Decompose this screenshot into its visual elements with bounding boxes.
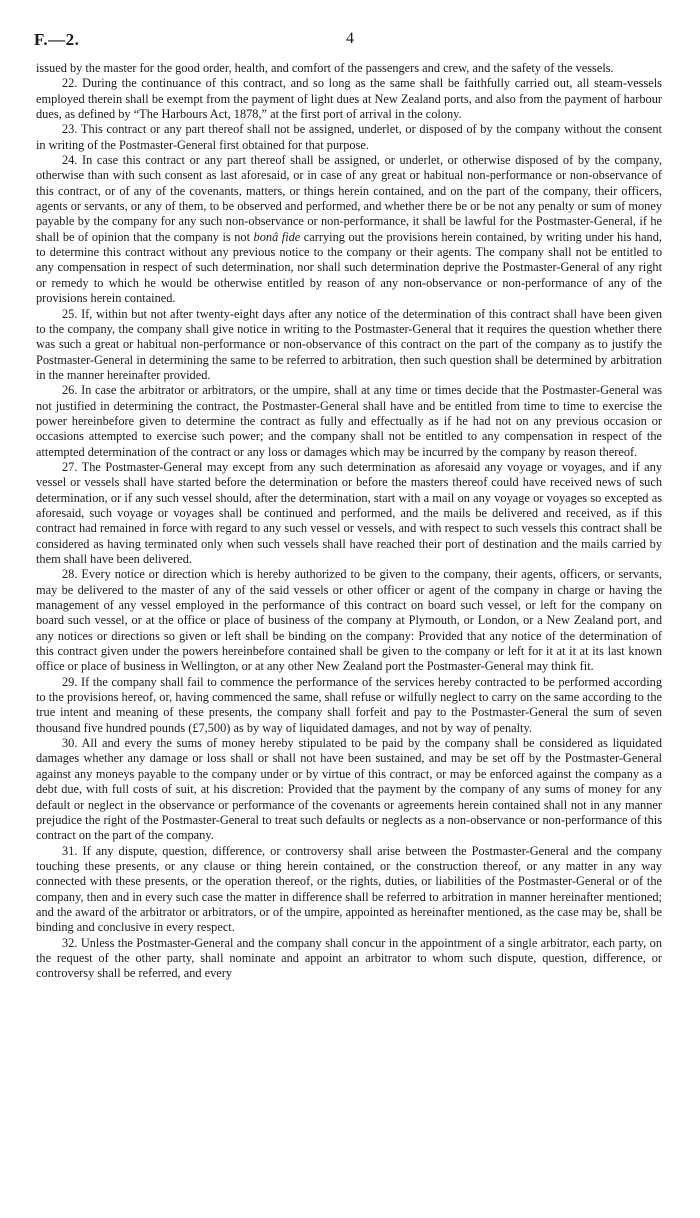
clause-28: 28. Every notice or direction which is hereby authorized to be given to the company, their agents, officers, or servants, may be delivered to the master of any of the said vessels or other officer or agent of the company in charge or having the management of any vessel employed in the performance of this contract on board such vessel, or left for the company on board such vessel, or at the office or place of business of the company at Plymouth, or London, or a New Zealand port, and any notices or directions so given or left shall be binding on the company: Provided that any notice of the determination of this contract given under the powers hereinbefore contained shall be given to the company or left for it at it at its last known office or place of business in Wellington, or at any other New Zealand port the Postmaster-General may think fit.	[36, 567, 662, 674]
clause-26: 26. In case the arbitrator or arbitrators, or the umpire, shall at any time or times decide that the Postmaster-General was not justified in determining the contract, the Postmaster-General shall have and be entitled from time to time to exercise the power hereinbefore given to determine the contract as fully and effectually as if he had not on any previous occasion or occasions attempted to exercise such power; and the company shall not be entitled to any compensation in respect of the attempted determination of the contract or any loss or damages which may be incurred by the company by reason thereof.	[36, 383, 662, 459]
clause-24-text-a: 24. In case this contract or any part thereof shall be assigned, or underlet, or otherwise disposed of by the company, otherwise than with such consent as last aforesaid, or in case of any great or habitual non-performance or non-observance of this contract, or of any of the covenants, matters, or things herein contained, and on the part of the company, their officers, agents or servants, or any of them, to be observed and performed, and whether there be or be not any penalty or sum of money payable by the company for any such non-observance or non-performance, it shall be lawful for the Postmaster-General, if he shall be of opinion that the company is not	[36, 153, 662, 244]
clause-24-text-b: carrying out the provisions herein contained, by writing under his hand, to determine this contract without any previous notice to the company or their agents. The company shall not be entitled to any compensation in respect of such determination, nor shall such determination deprive the Postmaster-General of any right or remedy to which he would be otherwise entitled by reason of any non-observance or non-performance of any of the provisions herein contained.	[36, 229, 662, 306]
clause-29: 29. If the company shall fail to commence the performance of the services hereby contracted to be performed according to the provisions hereof, or, having commenced the same, shall refuse or wilfully neglect to carry on the same according to the true intent and meaning of these presents, the company shall forfeit and pay to the Postmaster-General the sum of seven thousand five hundred pounds (£7,500) as by way of liquidated damages, and not by way of penalty.	[36, 674, 662, 735]
clause-30: 30. All and every the sums of money hereby stipulated to be paid by the company shall be considered as liquidated damages whether any damage or loss shall or shall not have been sustained, and may be set off by the Postmaster-General against any moneys payable to the company under or by virtue of this contract, or may be enforced against the company as a debt due, with full costs of suit, at his discretion: Provided that the payment by the company of any sums of money for any default or neglect in the observance or performance of the covenants or agreements herein contained shall not in any manner prejudice the right of the Postmaster-General to treat such defaults or neglects as a non-observance or non-performance of this contract on the part of the company.	[36, 736, 662, 843]
document-reference: F.—2.	[34, 30, 80, 49]
clause-23: 23. This contract or any part thereof shall not be assigned, underlet, or disposed of by the company without the consent in writing of the Postmaster-General first obtained for that purpose.	[36, 122, 662, 152]
clause-24	[36, 153, 662, 306]
clause-25: 25. If, within but not after twenty-eight days after any notice of the determination of this contract shall have been given to the company, the company shall give notice in writing to the Postmaster-General that it requires the question whether there was such a great or habitual non-performance or non-observance of this contract on the part of the company as to justify the Postmaster-General in determining the same to be referred to arbitration, then such question shall be determined by arbitration in the manner hereinafter provided.	[36, 306, 662, 382]
paragraph-continued: issued by the master for the good order, health, and comfort of the passengers and crew, and the safety of the vessels.	[36, 61, 614, 75]
clause-31: 31. If any dispute, question, difference, or controversy shall arise between the Postmaster-General and the company touching these presents, or any clause or thing herein contained, or the construction thereof, or any matter in any way connected with these presents, or the operation thereof, or the rights, duties, or liabilities of the Postmaster-General or of the company, then and in every such case the matter in difference shall be referred to arbitration in manner hereinafter mentioned; and the award of the arbitrator or arbitrators, or of the umpire, appointed as hereinafter mentioned, as the case may be, shall be binding and conclusive in every respect.	[36, 843, 662, 935]
page-number: 4	[346, 30, 354, 47]
document-body	[36, 61, 662, 982]
clause-22: 22. During the continuance of this contract, and so long as the same shall be faithfully carried out, all steam-vessels employed therein shall be exempt from the payment of light dues at New Zealand ports, and also from the payment of harbour dues, as defined by “The Harbours Act, 1878,” at the first port of arrival in the colony.	[36, 76, 662, 122]
clause-24-italic-phrase: bonâ fide	[253, 229, 301, 244]
clause-32: 32. Unless the Postmaster-General and the company shall concur in the appointment of a single arbitrator, each party, on the request of the other party, shall nominate and appoint an arbitrator to whom such dispute, question, difference, or controversy shall be referred, and every	[36, 935, 662, 981]
clause-27: 27. The Postmaster-General may except from any such determination as aforesaid any voyage or voyages, and if any vessel or vessels shall have started before the determination or before the masters thereof could have received news of such determination, or if any such vessel should, after the determination, start with a mail on any voyage or voyages so excepted as aforesaid, such voyage or voyages shall be continued and performed, and the mails be delivered and received, as if this contract had remained in force with regard to any such vessel or vessels, and with respect to such vessels this contract shall be considered as having terminated only when such vessels shall have reached their port of destination and the mails carried by them shall have been delivered.	[36, 459, 662, 566]
